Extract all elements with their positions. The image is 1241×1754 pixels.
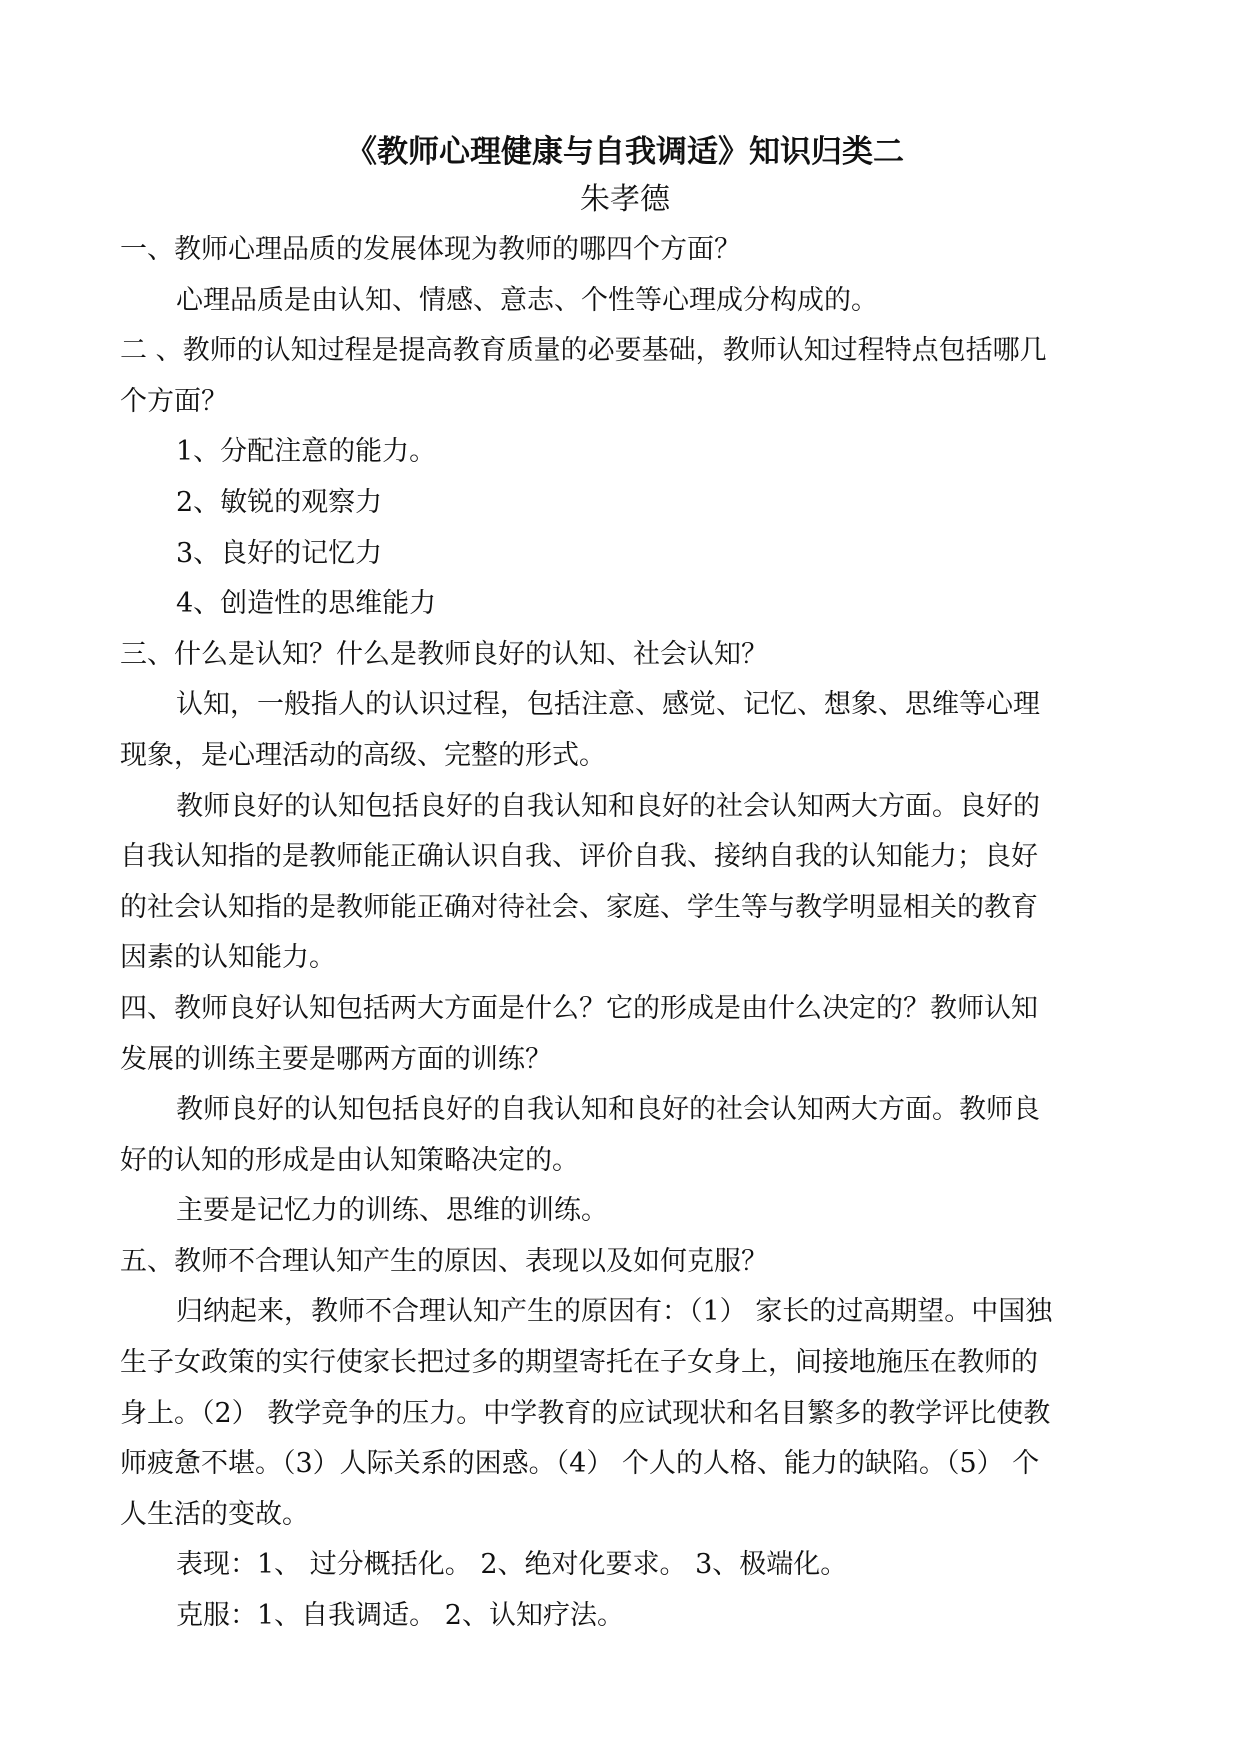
continuation-line: 好的认知的形成是由认知策略决定的。 [120, 1144, 579, 1176]
continuation-line: 人生活的变故。 [120, 1498, 309, 1530]
continuation-line: 师疲惫不堪。（3）人际关系的困惑。（4） 个人的人格、能力的缺陷。（5） 个 [120, 1448, 1040, 1480]
answer-line: 认知，一般指人的认识过程，包括注意、感觉、记忆、想象、思维等心理 [176, 689, 1040, 721]
document-body [120, 225, 1130, 1642]
question-line: 二 、教师的认知过程是提高教育质量的必要基础，教师认知过程特点包括哪几 [120, 335, 1047, 367]
answer-line: 表现：1、 过分概括化。 2、绝对化要求。 3、极端化。 [176, 1549, 848, 1581]
answer-line: 心理品质是由认知、情感、意志、个性等心理成分构成的。 [176, 284, 878, 316]
continuation-line: 因素的认知能力。 [120, 942, 336, 974]
continuation-line: 自我认知指的是教师能正确认识自我、评价自我、接纳自我的认知能力；良好 [120, 841, 1038, 873]
document-title: 《教师心理健康与自我调适》知识归类二 [346, 134, 904, 170]
document-author: 朱孝德 [580, 182, 670, 217]
continuation-line: 生子女政策的实行使家长把过多的期望寄托在子女身上，间接地施压在教师的 [120, 1347, 1038, 1379]
continuation-line: 身上。（2） 教学竞争的压力。中学教育的应试现状和名目繁多的教学评比使教 [120, 1397, 1051, 1429]
answer-line: 教师良好的认知包括良好的自我认知和良好的社会认知两大方面。良好的 [176, 790, 1040, 822]
answer-line: 主要是记忆力的训练、思维的训练。 [176, 1195, 608, 1227]
continuation-line: 发展的训练主要是哪两方面的训练？ [120, 1043, 552, 1075]
answer-line: 4、创造性的思维能力 [176, 588, 437, 620]
answer-line: 2、敏锐的观察力 [176, 486, 383, 518]
question-line: 三、什么是认知？什么是教师良好的认知、社会认知？ [120, 638, 768, 670]
document-page [120, 128, 1130, 1642]
question-line: 四、教师良好认知包括两大方面是什么？它的形成是由什么决定的？教师认知 [120, 992, 1038, 1024]
question-line: 一、教师心理品质的发展体现为教师的哪四个方面？ [120, 234, 741, 265]
answer-line: 克服：1、自我调适。 2、认知疗法。 [176, 1600, 624, 1632]
continuation-line: 个方面？ [120, 385, 228, 417]
answer-line: 归纳起来，教师不合理认知产生的原因有：（1） 家长的过高期望。中国独 [176, 1296, 1053, 1328]
continuation-line: 现象，是心理活动的高级、完整的形式。 [120, 739, 606, 771]
answer-line: 1、分配注意的能力。 [176, 436, 437, 468]
answer-line: 教师良好的认知包括良好的自我认知和良好的社会认知两大方面。教师良 [176, 1094, 1040, 1126]
continuation-line: 的社会认知指的是教师能正确对待社会、家庭、学生等与教学明显相关的教育 [120, 891, 1038, 923]
question-line: 五、教师不合理认知产生的原因、表现以及如何克服？ [120, 1245, 768, 1277]
answer-line: 3、良好的记忆力 [176, 537, 383, 569]
